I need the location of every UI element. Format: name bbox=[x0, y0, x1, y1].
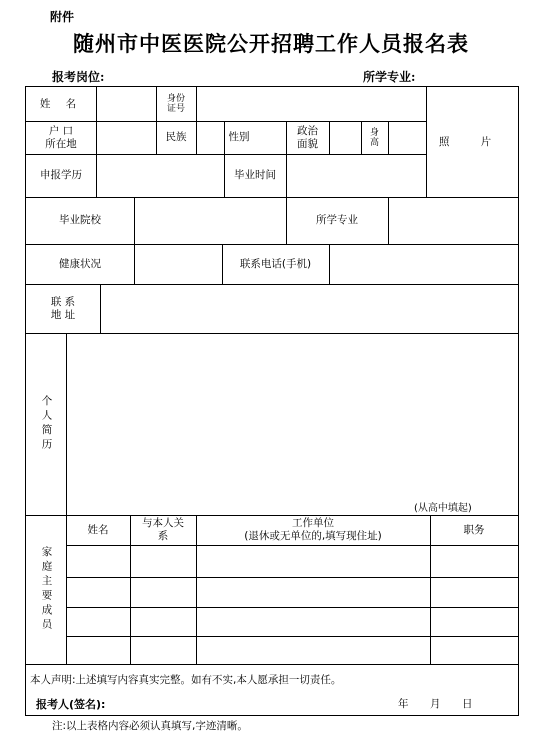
phone-label: 联系电话(手机) bbox=[239, 257, 312, 270]
signature-label: 报考人(签名): bbox=[36, 698, 106, 711]
family-col-duty: 职务 bbox=[463, 523, 485, 536]
photo-area: 照 片 bbox=[438, 135, 506, 148]
school-label: 毕业院校 bbox=[59, 214, 101, 226]
id-card-label: 身份 证号 bbox=[166, 94, 185, 114]
date-year: 年 bbox=[398, 698, 409, 710]
graduation-time-label: 毕业时间 bbox=[234, 169, 276, 181]
family-col-name: 姓名 bbox=[87, 523, 109, 536]
family-col-relation: 与本人关 系 bbox=[142, 517, 184, 542]
resume-note: (从高中填起) bbox=[414, 503, 472, 514]
education-label: 申报学历 bbox=[40, 169, 82, 181]
name-label: 姓 名 bbox=[39, 97, 83, 110]
address-label: 联 系 地 址 bbox=[50, 295, 76, 321]
major-label: 所学专业: bbox=[363, 70, 416, 84]
hukou-label: 户 口 所在地 bbox=[45, 124, 77, 150]
date-month: 月 bbox=[430, 698, 441, 710]
registration-form-table bbox=[25, 86, 519, 716]
date-day: 日 bbox=[462, 698, 473, 710]
position-label: 报考岗位: bbox=[52, 70, 105, 84]
major-field-label: 所学专业 bbox=[316, 214, 358, 226]
gender-label: 性别 bbox=[228, 131, 250, 143]
family-label: 家庭主要成员 bbox=[40, 546, 53, 633]
family-col-work: 工作单位 (退休或无单位的,填写现住址) bbox=[244, 517, 382, 542]
political-status-label: 政治 面貌 bbox=[297, 124, 318, 150]
ethnicity-label: 民族 bbox=[165, 131, 187, 143]
attachment-label: 附件 bbox=[50, 10, 75, 24]
declaration-text: 本人声明:上述填写内容真实完整。如有不实,本人愿承担一切责任。 bbox=[30, 674, 342, 686]
health-label: 健康状况 bbox=[59, 257, 101, 270]
resume-label: 个人简历 bbox=[40, 395, 53, 453]
form-title: 随州市中医医院公开招聘工作人员报名表 bbox=[73, 31, 469, 56]
footnote: 注:以上表格内容必须认真填写,字迹清晰。 bbox=[52, 720, 248, 732]
height-label: 身 高 bbox=[369, 127, 379, 148]
